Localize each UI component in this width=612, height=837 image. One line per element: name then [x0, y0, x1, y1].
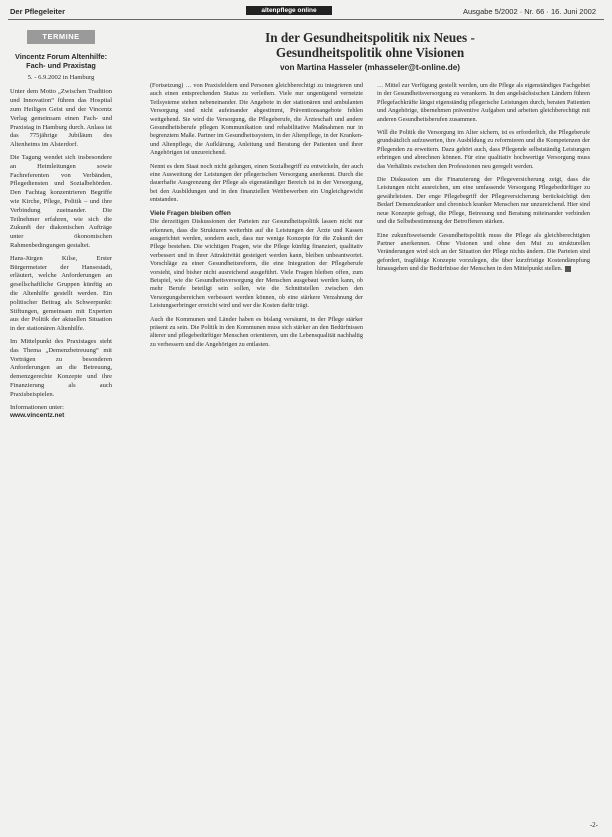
- header-rule: [8, 19, 604, 20]
- article-column-2: [377, 82, 590, 820]
- article-paragraph: Die Diskussion um die Finanzierung der Pflegeversicherung zeigt, dass die Leistungen nicht ausreichen, um eine umfassende Versorgung Pflegebedürftiger zu gewährleisten. Der enge Pflegebegriff der Pflegeversicherung berücksichtigt den Bedarf Demenzkranker und chronisch kranker Menschen nur unzureichend. Hier sind neue Konzepte gefragt, die Pflege, Betreuung und Beratung miteinander verbinden und die Selbstbestimmung der Betroffenen stärken.: [377, 176, 590, 226]
- event-paragraph: Hans-Jürgen Kilse, Erster Bürgermeister der Hansestadt, erläutert, welche Anforderungen an gesellschaftliche Gruppen künftig an die Altenhilfe gestellt werden. Ein politischer Beitrag als Schwerpunkt: Stiftungen, gemeinsam mit Experten aus der Politik der aktuellen Situation in der stationären Altenhilfe.: [10, 254, 112, 333]
- title-line: Gesundheitspolitik ohne Visionen: [275, 45, 465, 60]
- article-paragraph: (Fortsetzung) … von Praxisfeldern und Personen gleichberechtigt zu integrieren und auch einen entsprechenden Status zu verleihen. Viele nur ungenügend vernetzte Teilsysteme stehen nebeneinander. Die Angebote in der stationären und ambulanten Versorgung sind nicht aufeinander abgestimmt, Präventionsangebote fehlen weitgehend. Sie wird die Versorgung, die Pflegeberufe, die Ärzteschaft und andere Gesundheitsberufe pflegen Kommunikation und rehabilitative Maßnahmen nur in begrenztem Maße. Partner im Gesundheitssystem, in der Altenpflege, in der Kranken- und Altenpflege, die Aufklärung, Anleitung und Beratung der Patienten und ihrer Angehörigen ist unzureichend.: [150, 82, 363, 157]
- event-paragraph: Die Tagung wendet sich insbesondere an Heimleitungen sowie Fachreferenten von Verbänden, Pflegediensten und Sozialbehörden. Den Fachtag konzentrieren Begriffe wie Kirche, Pflege, Politik – und ihre Verbindung zueinander. Die Teilnehmer erfahren, wie sich die Zukunft der diakonischen Aufträge unter ökonomischen Rahmenbedingungen gestaltet.: [10, 153, 112, 249]
- section-heading: Viele Fragen bleiben offen: [150, 209, 231, 217]
- article-paragraph: Eine zukunftsweisende Gesundheitspolitik muss die Pflege als gleichberechtigten Partner anerkennen. Ohne Visionen und ohne den Mut zu strukturellen Veränderungen wird sich an der Situation der Pflege nichts ändern. Die Parteien sind gefordert, tragfähige Konzepte vorzulegen, die über kurzfristige Kostendämpfung hinausgehen und die Bedürfnisse der Menschen in den Mittelpunkt stellen.: [377, 231, 590, 273]
- page-header: [10, 6, 602, 18]
- article-byline: von Martina Hasseler (mhasseler@t-online.de): [280, 63, 460, 72]
- altenpflege-online-logo: altenpflege online: [246, 6, 332, 15]
- page-number: -2-: [589, 821, 598, 829]
- event-date: 5. - 6.9.2002 in Hamburg: [27, 74, 95, 82]
- article-title: [150, 30, 590, 60]
- title-line: In der Gesundheitspolitik nix Neues -: [265, 30, 475, 45]
- article-paragraph: Auch die Kommunen und Länder haben es bislang versäumt, in der Pflege stärker präsent zu sein. Die Politik in den Kommunen muss sich stärker an den Bedürfnissen älterer und pflegebedürftiger Menschen orientieren, um die Lebensqualität nachhaltig zu verbessern und die Angehörigen zu entlasten.: [150, 315, 363, 348]
- publication-name: Der Pflegeleiter: [10, 7, 66, 16]
- sidebar-termine: [10, 30, 112, 822]
- event-heading: Vincentz Forum Altenhilfe: Fach- und Praxistag: [14, 52, 108, 71]
- article-paragraph: Will die Politik die Versorgung im Alter sichern, ist es erforderlich, die Pflegeberufe grundsätzlich aufzuwerten, ihre Ausbildung zu reformieren und die Kompetenzen der Pflegenden zu erweitern. Dazu gehört auch, dass Pflegende selbstständig Leistungen erbringen und abrechnen können. Für eine qualitativ hochwertige Versorgung muss das Verhältnis zwischen den Professionen neu geregelt werden.: [377, 129, 590, 170]
- event-info: [10, 404, 112, 422]
- info-label: Informationen unter:: [10, 403, 64, 411]
- info-link[interactable]: www.vincentz.net: [10, 412, 65, 420]
- termine-badge: TERMINE: [27, 30, 95, 44]
- event-paragraph: Unter dem Motto „Zwischen Tradition und Innovation“ führen das Hospital zum Heiligen Geist und der Vincentz Verlag gemeinsam einen Fach- und Praxistag in Hamburg durch. Anlass ist das 775jährige Jubiläum des Altenheims im Alsterdorf.: [10, 88, 112, 149]
- end-of-article-mark: [565, 266, 571, 272]
- article-paragraph: Nennt es dem Staat noch nicht gelungen, einen Sozialbegriff zu entwickeln, der auch eine Ausweitung der Leistungen der pflegerischen Versorgung anerkennt. Durch die dauerhafte Ausgrenzung der Pflege als eigenständiger Bereich ist in der Versorgung, bei den Ausbildungen und in den finanziellen Wettbewerben ein Ungleichgewicht entstanden.: [150, 162, 363, 204]
- event-paragraph: Im Mittelpunkt des Praxistages steht das Thema „Demenzbetreuung“ mit Vorträgen zu besonderen Anforderungen an die Betreuung, demenzgerechte Konzepte und ihre Finanzierung als auch Praxisbeispielen.: [10, 337, 112, 398]
- issue-info: Ausgabe 5/2002 · Nr. 66 · 16. Juni 2002: [462, 7, 596, 16]
- event-description: [10, 88, 112, 399]
- article-column-1: [150, 82, 363, 820]
- article-paragraph: … Mittel zur Verfügung gestellt werden, um die Pflege als eigenständiges Fachgebiet in der Gesundheitsversorgung zu verankern. In den angelsächsischen Ländern führen Pflegefachkräfte längst eigenständig pflegerische Leistungen durch, beraten Patienten und Angehörige, übernehmen präventive Aufgaben und arbeiten gleichberechtigt mit anderen Gesundheitsberufen zusammen.: [377, 82, 590, 123]
- article-paragraph: Die derzeitigen Diskussionen der Parteien zur Gesundheitspolitik lassen nicht nur erkennen, dass die Strukturen weiterhin auf die Leistungen der Ärzte und Kassen ausgerichtet werden, sondern auch, dass nur wenige Konzepte für die Zukunft der Pflege bestehen. Die wichtigen Fragen, wie die Pflege künftig finanziert, qualitativ verbessert und in ihrer Attraktivität gesteigert werden kann, bleiben unbeantwortet. Vorschläge zu einer Gesundheitsreform, die eine Integration der Pflegeberufe vorsieht, sind bisher nicht ausreichend ausgeführt. Viele Fragen bleiben offen, zum Beispiel, wie die Gesundheitsversorgung der Menschen ausgebaut werden kann, ob mehr Berufe beteiligt sein sollen, wie die Schnittstellen zwischen den Versorgungsbereichen verbessert werden können, ob eine stärkere Verzahnung der Leistungserbringer erreicht wird und wer die Kosten dafür trägt.: [150, 218, 363, 310]
